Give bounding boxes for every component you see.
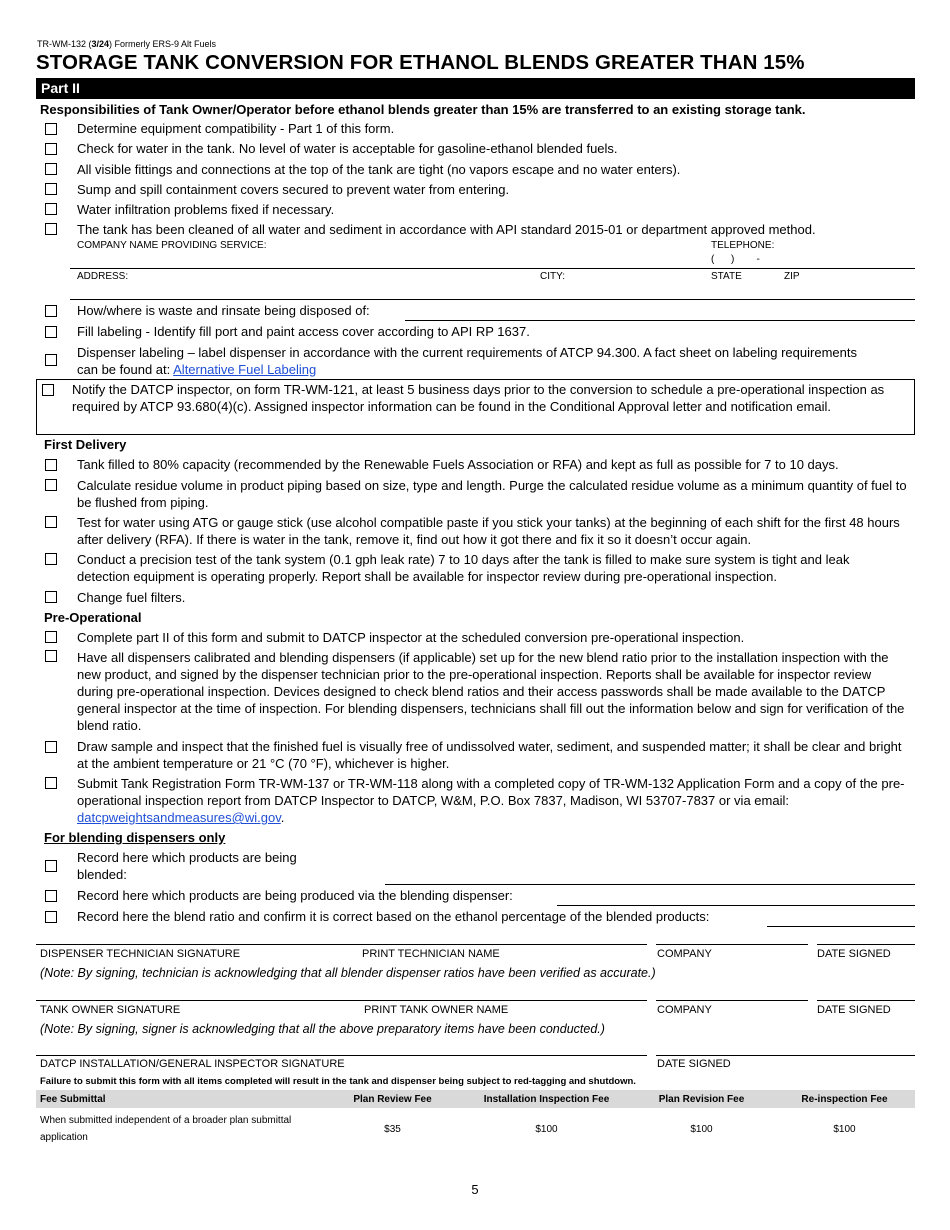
inspector-signature-line[interactable] bbox=[36, 1055, 647, 1056]
technician-name-label: PRINT TECHNICIAN NAME bbox=[362, 948, 500, 960]
checkbox-waste-disposal[interactable] bbox=[45, 305, 57, 317]
item-draw-sample: Draw sample and inspect that the finished fuel is visually free of undissolved water, sediment, and suspended matter; it shall be clear and bright at the ambient temperature or 21 °C (70 °F), whichever is higher. bbox=[77, 739, 902, 771]
item-water-check: Check for water in the tank. No level of water is acceptable for gasoline-ethanol blended fuels. bbox=[77, 141, 618, 156]
checkbox-fittings-tight[interactable] bbox=[45, 163, 57, 175]
checkbox-tank-cleaned[interactable] bbox=[45, 223, 57, 235]
item-residue-volume: Calculate residue volume in product piping based on size, type and length. Purge the calculated residue volume as a minimum quantity of fuel to be flushed from piping. bbox=[77, 478, 907, 510]
item-precision-test: Conduct a precision test of the tank system (0.1 gph leak rate) 7 to 10 days after the tank is filled to make sure system is tight and leak detection equipment is operating properly. Report shall be available for inspector review during pre-operational inspection. bbox=[77, 552, 850, 584]
checkbox-precision-test[interactable] bbox=[45, 553, 57, 565]
checkbox-complete-part-ii[interactable] bbox=[45, 631, 57, 643]
checkbox-residue-volume[interactable] bbox=[45, 479, 57, 491]
owner-name-label: PRINT TANK OWNER NAME bbox=[364, 1004, 509, 1016]
technician-date-line[interactable] bbox=[817, 944, 915, 945]
checkbox-submit-registration[interactable] bbox=[45, 777, 57, 789]
item-waste-disposal: How/where is waste and rinsate being disposed of: bbox=[77, 303, 370, 318]
alternative-fuel-labeling-link[interactable]: Alternative Fuel Labeling bbox=[173, 362, 317, 377]
owner-company-label: COMPANY bbox=[657, 1004, 712, 1016]
first-delivery-heading: First Delivery bbox=[44, 437, 127, 452]
technician-company-line[interactable] bbox=[656, 944, 808, 945]
technician-note: (Note: By signing, technician is acknowledging that all blender dispenser ratios have been verified as accurate.) bbox=[40, 966, 656, 980]
checkbox-fuel-filters[interactable] bbox=[45, 591, 57, 603]
fee-header-installation-inspection: Installation Inspection Fee bbox=[464, 1090, 629, 1108]
item-fittings-tight: All visible fittings and connections at the top of the tank are tight (no vapors escape and no water enters). bbox=[77, 162, 681, 177]
checkbox-water-infiltration[interactable] bbox=[45, 203, 57, 215]
page-number: 5 bbox=[471, 1182, 479, 1197]
telephone-format: ( ) - bbox=[711, 254, 760, 265]
checkbox-fill-labeling[interactable] bbox=[45, 326, 57, 338]
owner-signature-label: TANK OWNER SIGNATURE bbox=[40, 1004, 181, 1016]
checkbox-blend-ratio[interactable] bbox=[45, 911, 57, 923]
fee-cell-installation-inspection: $100 bbox=[535, 1123, 558, 1135]
failure-warning: Failure to submit this form with all items completed will result in the tank and dispenser being subject to red-tagging and shutdown. bbox=[40, 1076, 636, 1087]
fee-table-header bbox=[36, 1090, 915, 1108]
item-complete-part-ii: Complete part II of this form and submit to DATCP inspector at the scheduled conversion pre-operational inspection. bbox=[77, 630, 745, 645]
state-label: STATE bbox=[711, 271, 742, 282]
item-products-produced: Record here which products are being produced via the blending dispenser: bbox=[77, 888, 513, 903]
owner-company-line[interactable] bbox=[656, 1000, 808, 1001]
blending-heading: For blending dispensers only bbox=[44, 830, 226, 845]
city-label: CITY: bbox=[540, 271, 566, 282]
item-fill-labeling: Fill labeling - Identify fill port and paint access cover according to API RP 1637. bbox=[77, 324, 530, 339]
checkbox-notify-inspector[interactable] bbox=[42, 384, 54, 396]
fee-header-plan-review: Plan Review Fee bbox=[321, 1090, 464, 1108]
inspector-date-line[interactable] bbox=[656, 1055, 915, 1056]
fee-table bbox=[36, 1090, 915, 1150]
owner-date-label: DATE SIGNED bbox=[817, 1004, 891, 1016]
technician-signature-line[interactable] bbox=[36, 944, 647, 945]
item-notify-inspector: Notify the DATCP inspector, on form TR-WM-121, at least 5 business days prior to the conversion to schedule a pre-operational inspection as required by ATCP 93.680(4)(c). Assigned inspector information can be found in the Conditional Approval letter and notification email. bbox=[72, 382, 885, 414]
technician-signature-label: DISPENSER TECHNICIAN SIGNATURE bbox=[40, 948, 241, 960]
table-row bbox=[36, 1108, 915, 1150]
item-water-infiltration: Water infiltration problems fixed if necessary. bbox=[77, 202, 335, 217]
checkbox-products-produced[interactable] bbox=[45, 890, 57, 902]
checkbox-test-water[interactable] bbox=[45, 516, 57, 528]
fee-header-plan-revision: Plan Revision Fee bbox=[629, 1090, 774, 1108]
email-link[interactable]: datcpweightsandmeasures@wi.gov bbox=[77, 810, 281, 825]
form-title: STORAGE TANK CONVERSION FOR ETHANOL BLENDS GREATER THAN 15% bbox=[36, 51, 805, 74]
item-blend-ratio: Record here the blend ratio and confirm it is correct based on the ethanol percentage of the blended products: bbox=[77, 909, 710, 924]
fee-cell-reinspection: $100 bbox=[833, 1123, 856, 1135]
address-line[interactable] bbox=[70, 299, 915, 300]
technician-date-label: DATE SIGNED bbox=[817, 948, 891, 960]
item-dispensers-calibrated: Have all dispensers calibrated and blending dispensers (if applicable) set up for the new blend ratio prior to the installation inspection with the new product, and signed by the dispenser technician prior to the pre-operational inspection. Reports shall be available for inspector review during pre-operational inspection. Devices designed to check blend ratios and their access passwords shall be made available to the DATCP general inspector at the time of inspection. For blending dispensers, technicians shall fill out the information below and sign for verification of the blend ratio. bbox=[77, 650, 905, 733]
owner-signature-line[interactable] bbox=[36, 1000, 647, 1001]
responsibilities-heading: Responsibilities of Tank Owner/Operator before ethanol blends greater than 15% are transferred to an existing storage tank. bbox=[40, 102, 806, 117]
checkbox-equipment-compatibility[interactable] bbox=[45, 123, 57, 135]
checkbox-dispenser-labeling[interactable] bbox=[45, 354, 57, 366]
item-fuel-filters: Change fuel filters. bbox=[77, 590, 186, 605]
fee-cell-submittal: When submitted independent of a broader plan submittal application bbox=[40, 1115, 292, 1143]
technician-company-label: COMPANY bbox=[657, 948, 712, 960]
fee-cell-plan-revision: $100 bbox=[690, 1123, 713, 1135]
checkbox-dispensers-calibrated[interactable] bbox=[45, 650, 57, 662]
checkbox-water-check[interactable] bbox=[45, 143, 57, 155]
checkbox-draw-sample[interactable] bbox=[45, 741, 57, 753]
inspector-signature-label: DATCP INSTALLATION/GENERAL INSPECTOR SIGNATURE bbox=[40, 1058, 345, 1070]
address-label: ADDRESS: bbox=[77, 271, 129, 282]
owner-date-line[interactable] bbox=[817, 1000, 915, 1001]
pre-operational-heading: Pre-Operational bbox=[44, 610, 142, 625]
item-tank-cleaned: The tank has been cleaned of all water and sediment in accordance with API standard 2015-01 or department approved method. bbox=[77, 222, 816, 237]
item-tank-filled: Tank filled to 80% capacity (recommended by the Renewable Fuels Association or RFA) and kept as full as possible for 7 to 10 days. bbox=[77, 457, 839, 472]
company-line[interactable] bbox=[70, 268, 915, 269]
item-equipment-compatibility: Determine equipment compatibility - Part 1 of this form. bbox=[77, 121, 395, 136]
item-products-blended: Record here which products are being blended: bbox=[77, 850, 297, 882]
products-produced-line[interactable] bbox=[557, 905, 915, 906]
item-dispenser-labeling: Dispenser labeling – label dispenser in accordance with the current requirements of ATCP 94.300. A fact sheet on labeling requirements can be found at: Alternative Fuel Labeling bbox=[77, 345, 857, 377]
waste-disposal-line[interactable] bbox=[405, 320, 915, 321]
products-blended-line[interactable] bbox=[385, 884, 915, 885]
checkbox-tank-filled[interactable] bbox=[45, 459, 57, 471]
item-test-water: Test for water using ATG or gauge stick (use alcohol compatible paste if you stick your tanks) at the beginning of each shift for the first 48 hours after delivery (RFA). If there is water in the tank, remove it, find out how it got there and fix it so it doesn’t occur again. bbox=[77, 515, 900, 547]
zip-label: ZIP bbox=[784, 271, 800, 282]
checkbox-sump-covers[interactable] bbox=[45, 183, 57, 195]
blend-ratio-line[interactable] bbox=[767, 926, 915, 927]
fee-header-submittal: Fee Submittal bbox=[36, 1090, 321, 1108]
fee-cell-plan-review: $35 bbox=[384, 1123, 401, 1135]
item-sump-covers: Sump and spill containment covers secured to prevent water from entering. bbox=[77, 182, 510, 197]
telephone-label: TELEPHONE: bbox=[711, 240, 775, 251]
checkbox-products-blended[interactable] bbox=[45, 860, 57, 872]
item-submit-registration: Submit Tank Registration Form TR-WM-137 or TR-WM-118 along with a completed copy of TR-WM-132 Application Form and a copy of the pre-operational inspection report from DATCP Inspector to DATCP, W&M, P.O. Box 7837, Madison, WI 53707-7837 or via email: datcpweightsandmeasures@wi.gov. bbox=[77, 776, 905, 825]
form-id: TR-WM-132 (3/24) Formerly ERS-9 Alt Fuels bbox=[37, 39, 217, 49]
fee-header-reinspection: Re-inspection Fee bbox=[774, 1090, 915, 1108]
part-header: Part II bbox=[36, 78, 915, 99]
company-name-label: COMPANY NAME PROVIDING SERVICE: bbox=[77, 240, 267, 251]
inspector-date-label: DATE SIGNED bbox=[657, 1058, 731, 1070]
owner-note: (Note: By signing, signer is acknowledging that all the above preparatory items have been conducted.) bbox=[40, 1022, 605, 1036]
